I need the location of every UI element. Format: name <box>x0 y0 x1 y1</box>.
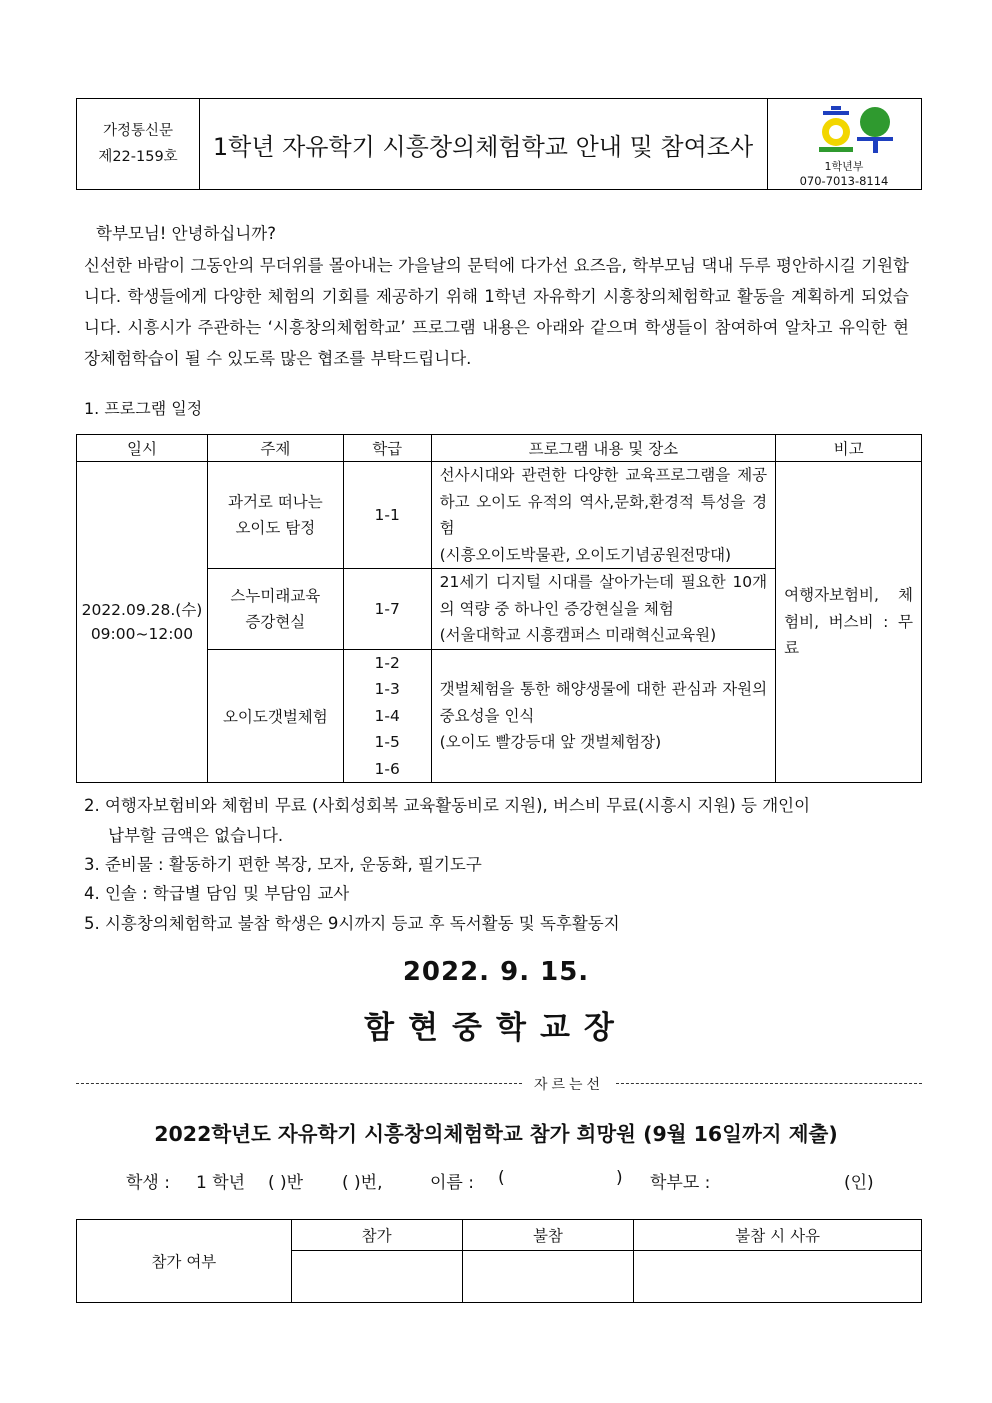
intro-paragraph: 신선한 바람이 그동안의 무더위를 몰아내는 가을날의 문턱에 다가선 요즈음, 학부모님 댁내 두루 평안하시길 기원합니다. 학생들에게 다양한 체험의 기회를 제공하기 위해 1학년 자유학기 시흥창의체험학교 활동을 계획하게 되었습니다. 시흥시가 주관하는 ‘시흥창의체험학교’ 프로그램 내용은 아래와 같으며 학생들이 참여하여 알차고 유익한 현장체험학습이 될 수 있도록 많은 협조를 부탁드립니다. <box>84 256 909 368</box>
school-logo-icon <box>809 105 957 157</box>
topic-text: 증강현실 <box>245 612 306 631</box>
student-label: 학생 : <box>126 1173 170 1193</box>
greeting: 학부모님! 안녕하십니까? <box>96 224 277 243</box>
parent-label: 학부모 : <box>650 1173 711 1193</box>
name-blank-open[interactable]: ( <box>498 1168 505 1188</box>
form-title: 2022학년도 자유학기 시흥창의체험학교 참가 희망원 (9월 16일까지 제출) <box>154 1122 838 1146</box>
number-blank[interactable]: ( )번, <box>342 1173 383 1193</box>
attendance-table <box>76 1219 922 1303</box>
cut-line-dash-left <box>76 1083 522 1084</box>
issue-date: 2022. 9. 15. <box>402 957 590 987</box>
name-blank-close: ) <box>616 1168 623 1188</box>
list-item: 5. 시흥창의체험학교 불참 학생은 9시까지 등교 후 독서활동 및 독후활동지 <box>84 914 620 933</box>
topic-cell <box>207 462 343 569</box>
absence-reason-field[interactable] <box>634 1251 922 1303</box>
note-cell: 여행자보험비, 체험비, 버스비 : 무료 <box>776 462 922 783</box>
topic-cell <box>207 649 343 783</box>
table-row <box>77 462 922 569</box>
document-title: 1학년 자유학기 시흥창의체험학교 안내 및 참여조사 <box>199 99 768 189</box>
program-place: (시흥오이도박물관, 오이도기념공원전망대) <box>439 545 732 564</box>
class-text: 1-7 <box>374 599 400 618</box>
issue-info <box>77 99 200 189</box>
class-text: 1-4 <box>374 706 400 725</box>
content-cell <box>431 569 776 650</box>
cut-line-dash-right <box>616 1083 922 1084</box>
list-item-continued: 납부할 금액은 없습니다. <box>108 826 284 845</box>
header-cell: 주제 <box>207 435 343 462</box>
class-blank[interactable]: ( )반 <box>268 1173 304 1193</box>
list-item: 4. 인솔 : 학급별 담임 및 부담임 교사 <box>84 884 350 903</box>
attendance-row-label: 참가 여부 <box>77 1220 292 1303</box>
cut-line <box>76 1072 922 1094</box>
class-cell <box>343 462 431 569</box>
issue-type: 가정통신문 <box>102 123 174 139</box>
header-cell: 일시 <box>77 435 208 462</box>
attend-column-header: 참가 <box>291 1220 462 1251</box>
list-item: 3. 준비물 : 활동하기 편한 복장, 모자, 운동화, 필기도구 <box>84 855 482 874</box>
program-content: 갯벌체험을 통한 해양생물에 대한 관심과 자원의 중요성을 인식 <box>439 680 768 725</box>
topic-text: 오이도갯벌체험 <box>222 707 328 726</box>
absent-checkbox-cell[interactable] <box>462 1251 634 1303</box>
topic-text: 스누미래교육 <box>230 586 321 605</box>
class-text: 1-5 <box>374 733 400 751</box>
schedule-time: 09:00~12:00 <box>90 625 194 643</box>
issue-number: 제22-159호 <box>98 149 178 165</box>
header-cell: 프로그램 내용 및 장소 <box>431 435 776 462</box>
class-text: 1-1 <box>374 506 400 524</box>
reason-column-header: 불참 시 사유 <box>634 1220 922 1251</box>
schedule-table <box>76 434 922 783</box>
class-text: 1-3 <box>374 680 400 698</box>
class-text: 1-2 <box>374 653 400 672</box>
class-cell <box>343 569 431 650</box>
topic-cell <box>207 569 343 650</box>
seal-mark: (인) <box>844 1173 874 1193</box>
topic-text: 오이도 탐정 <box>235 519 316 537</box>
topic-text: 과거로 떠나는 <box>227 493 323 511</box>
table-header-row <box>77 435 922 462</box>
principal-signature: 함현중학교장 <box>364 1010 628 1046</box>
list-item: 2. 여행자보험비와 체험비 무료 (사회성회복 교육활동비로 지원), 버스비 무료(시흥시 지원) 등 개인이 <box>84 796 811 815</box>
absent-column-header: 불참 <box>462 1220 634 1251</box>
program-place: (오이도 빨강등대 앞 갯벌체험장) <box>439 733 662 751</box>
header-cell: 비고 <box>776 435 922 462</box>
cut-line-label: 자르는선 <box>533 1077 605 1093</box>
schedule-date: 2022.09.28.(수) <box>81 601 203 619</box>
class-cell <box>343 649 431 783</box>
notice-header <box>76 98 922 190</box>
schedule-date-cell <box>77 462 208 783</box>
program-content: 선사시대와 관련한 다양한 교육프로그램을 제공하고 오이도 유적의 역사,문화,환경적 특성을 경험 <box>439 466 768 537</box>
school-logo-cell <box>767 99 921 189</box>
department-label: 1학년부 <box>824 160 864 173</box>
section-heading-schedule: 1. 프로그램 일정 <box>84 399 203 418</box>
content-cell <box>431 462 776 569</box>
program-place: (서울대학교 시흥캠퍼스 미래혁신교육원) <box>439 626 717 644</box>
header-cell: 학급 <box>343 435 431 462</box>
content-cell <box>431 649 776 783</box>
name-label: 이름 : <box>430 1173 474 1193</box>
table-row <box>77 1220 922 1251</box>
attend-checkbox-cell[interactable] <box>291 1251 462 1303</box>
student-info-line <box>0 1168 992 1194</box>
phone-number: 070-7013-8114 <box>799 174 889 188</box>
class-text: 1-6 <box>374 759 400 778</box>
grade-text: 1 학년 <box>196 1173 246 1193</box>
program-content: 21세기 디지털 시대를 살아가는데 필요한 10개의 역량 중 하나인 증강현실을 체험 <box>439 573 768 618</box>
